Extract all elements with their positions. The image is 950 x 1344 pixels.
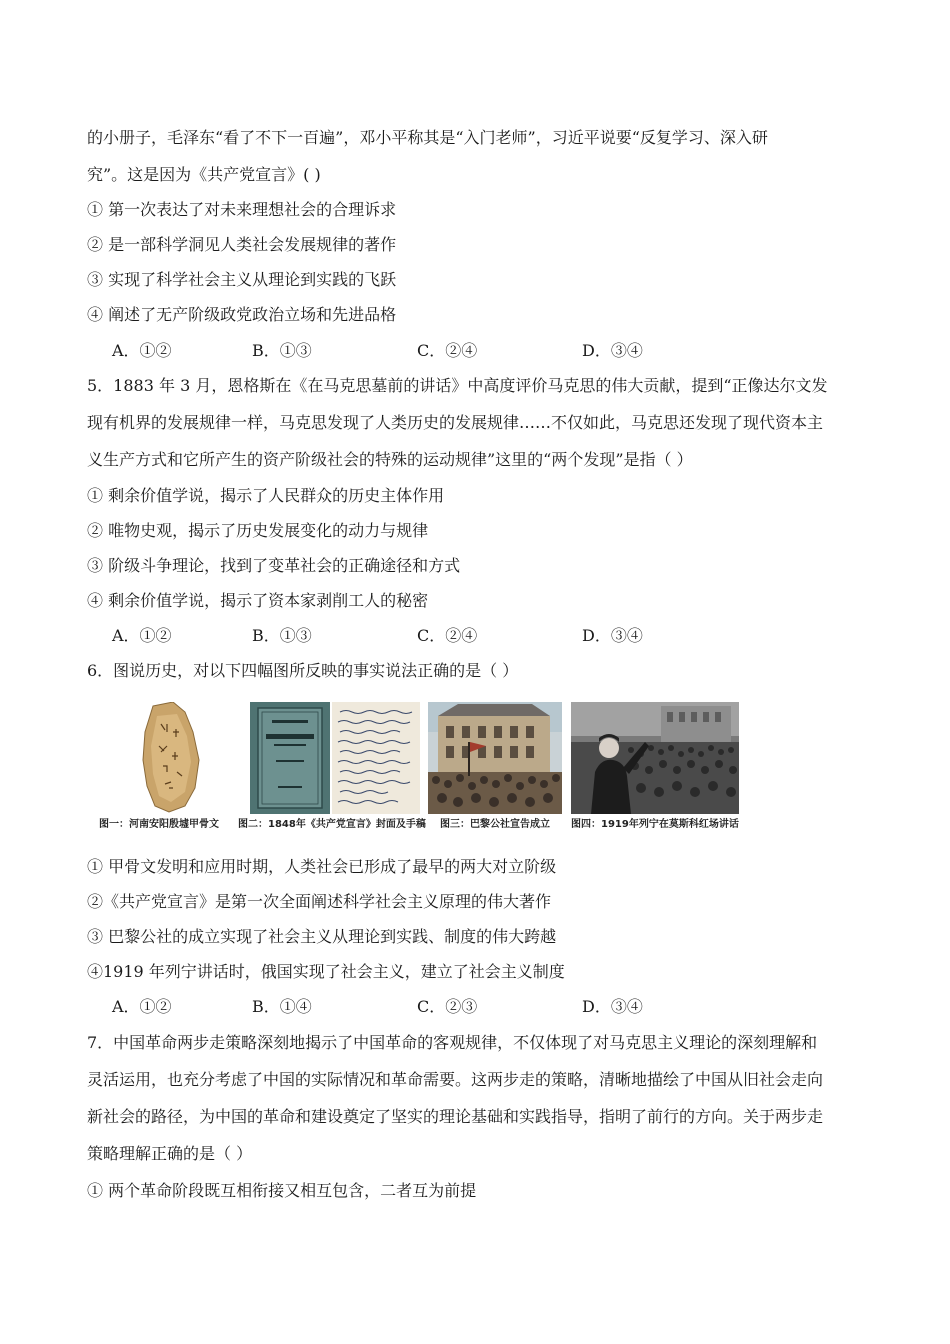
q5-stem-line-2: 现有机界的发展规律一样，马克思发现了人类历史的发展规律……不仅如此，马克思还发现了现代资本主 — [87, 413, 824, 432]
q4-option-c[interactable]: C．②④ — [417, 341, 478, 360]
q5-option-c[interactable]: C．②④ — [417, 626, 478, 645]
q4-options — [112, 341, 812, 361]
q4-option-d[interactable]: D．③④ — [582, 341, 643, 360]
q4-item-4: ④ 阐述了无产阶级政党政治立场和先进品格 — [87, 305, 397, 324]
q5-item-1: ① 剩余价值学说，揭示了人民群众的历史主体作用 — [87, 486, 445, 505]
q6-item-1: ① 甲骨文发明和应用时期，人类社会已形成了最早的两大对立阶级 — [87, 857, 557, 876]
q5-stem-line-1: 5．1883 年 3 月，恩格斯在《在马克思墓前的讲话》中高度评价马克思的伟大贡献，提到“正像达尔文发 — [87, 376, 828, 395]
q6-item-4: ④1919 年列宁讲话时，俄国实现了社会主义，建立了社会主义制度 — [87, 962, 565, 981]
caption-figure-3: 图三：巴黎公社宣告成立 — [440, 819, 550, 830]
q6-option-a[interactable]: A．①② — [112, 997, 172, 1016]
caption-figure-4: 图四：1919年列宁在莫斯科红场讲话 — [571, 819, 739, 830]
q6-options — [112, 997, 812, 1017]
q4-item-2: ② 是一部科学洞见人类社会发展规律的著作 — [87, 235, 397, 254]
q4-option-a[interactable]: A．①② — [112, 341, 172, 360]
q7-stem-line-1: 7．中国革命两步走策略深刻地揭示了中国革命的客观规律，不仅体现了对马克思主义理论的深刻理解和 — [87, 1033, 818, 1052]
caption-figure-1: 图一：河南安阳殷墟甲骨文 — [99, 819, 219, 830]
q4-stem-line-2: 究”。这是因为《共产党宣言》( ) — [87, 165, 321, 184]
q4-item-3: ③ 实现了科学社会主义从理论到实践的飞跃 — [87, 270, 397, 289]
q6-item-3: ③ 巴黎公社的成立实现了社会主义从理论到实践、制度的伟大跨越 — [87, 927, 557, 946]
q5-option-b[interactable]: B．①③ — [252, 626, 312, 645]
q7-stem-line-4: 策略理解正确的是（ ） — [87, 1144, 253, 1163]
q5-options — [112, 626, 812, 646]
q6-item-2: ②《共产党宣言》是第一次全面阐述科学社会主义原理的伟大著作 — [87, 892, 552, 911]
q4-item-1: ① 第一次表达了对未来理想社会的合理诉求 — [87, 200, 397, 219]
q6-option-c[interactable]: C．②③ — [417, 997, 478, 1016]
q7-stem-line-2: 灵活运用，也充分考虑了中国的实际情况和革命需要。这两步走的策略，清晰地描绘了中国从旧社会走向 — [87, 1070, 824, 1089]
q7-item-1: ① 两个革命阶段既互相衔接又相互包含，二者互为前提 — [87, 1181, 477, 1200]
caption-figure-2: 图二：1848年《共产党宣言》封面及手稿 — [238, 819, 426, 830]
q6-option-b[interactable]: B．①④ — [252, 997, 312, 1016]
q4-stem-line-1: 的小册子，毛泽东“看了不下一百遍”，邓小平称其是“入门老师”，习近平说要“反复学习、深入研 — [87, 128, 768, 147]
q5-item-2: ② 唯物史观，揭示了历史发展变化的动力与规律 — [87, 521, 429, 540]
q6-figure-strip — [95, 702, 755, 834]
q6-figure-captions — [95, 702, 755, 834]
q5-option-a[interactable]: A．①② — [112, 626, 172, 645]
q5-option-d[interactable]: D．③④ — [582, 626, 643, 645]
q6-option-d[interactable]: D．③④ — [582, 997, 643, 1016]
q5-item-3: ③ 阶级斗争理论，找到了变革社会的正确途径和方式 — [87, 556, 461, 575]
q4-option-b[interactable]: B．①③ — [252, 341, 312, 360]
q5-stem-line-3: 义生产方式和它所产生的资产阶级社会的特殊的运动规律”这里的“两个发现”是指（ ） — [87, 450, 693, 469]
q5-item-4: ④ 剩余价值学说，揭示了资本家剥削工人的秘密 — [87, 591, 429, 610]
q7-stem-line-3: 新社会的路径，为中国的革命和建设奠定了坚实的理论基础和实践指导，指明了前行的方向。关于两步走 — [87, 1107, 824, 1126]
q6-stem: 6．图说历史，对以下四幅图所反映的事实说法正确的是（ ） — [87, 661, 519, 680]
